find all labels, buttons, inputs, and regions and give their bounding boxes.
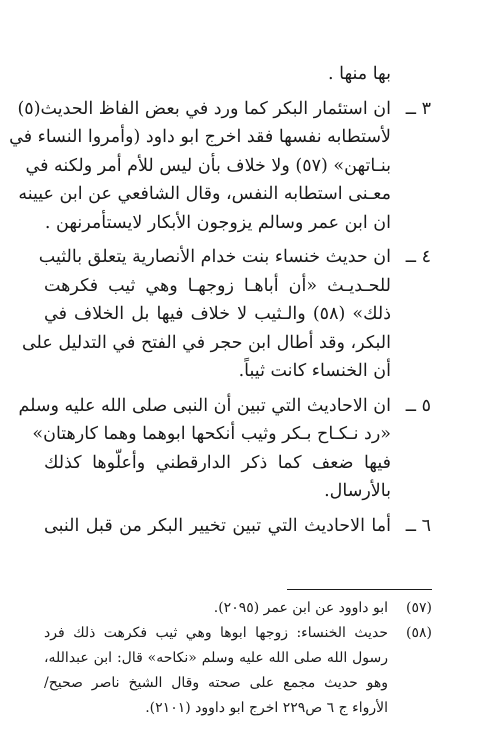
list-item-5 (18, 392, 431, 506)
item-line: لأستطابه نفسها فقد اخرج ابو داود (وأمروا النساء في (9, 127, 391, 147)
item-line: بنـاتهن» (٥٧) ولا خلاف بأن ليس للأم أمر ولكنه في (25, 155, 391, 176)
item-body (9, 95, 391, 238)
footnote-58 (44, 621, 432, 721)
item-line: بالأرسال. (324, 481, 391, 501)
footnote-line: حديث الخنساء: زوجها ابوها وهي ثيب فكرهت ذلك فرد (44, 625, 388, 641)
item-number: ٦ ــ (405, 515, 431, 536)
item-line: ان الاحاديث التي تبين أن النبى صلى الله عليه وسلم (18, 395, 391, 416)
list-item-4 (21, 243, 431, 386)
footnote-line: رسول الله صلى الله عليه وسلم «نكاحه» قال: ابن عبدالله، (44, 650, 388, 666)
item-body (21, 243, 391, 386)
footnote-line: الأرواء ج ٦ ص٢٢٩ اخرج ابو داوود (٢١٠١). (145, 700, 388, 716)
item-number: ٥ ــ (405, 395, 431, 416)
item-line: ان ابن عمر وسالم يزوجون الأبكار لايستأمرنهن . (44, 212, 391, 233)
item-line: ان استئمار البكر كما ورد في بعض الفاظ الحديث(٥) (17, 98, 391, 119)
item-line: ذلك» (٥٨) والـثيب لا خلاف فيها بل الخلاف في (44, 304, 391, 324)
item-number: ٤ ــ (405, 247, 431, 267)
footnote-divider (287, 589, 432, 590)
item-line: «رد نـكـاح بـكر وثيب أنكحها ابوهما وهما كارهتان» (32, 424, 391, 444)
footnote-number: (٥٧) (406, 600, 432, 616)
item-body (44, 512, 391, 541)
item-line: أما الاحاديث التي تبين تخيير البكر من قبل النبى (44, 515, 391, 536)
item-number: ٣ ــ (405, 98, 431, 119)
item-line: البكر، وقد أطال ابن حجر في الفتح في التدليل على (21, 332, 391, 353)
item-line: فيها ضعف كما ذكر الدارقطني وأعلّوها كذلك (44, 452, 391, 473)
footnote-body (44, 596, 388, 621)
item-body (18, 392, 391, 506)
footnote-line: ابو داوود عن ابن عمر (٢٠٩٥). (213, 600, 388, 616)
item-line: للحـديـث «أن أباهـا زوجهـا وهي ثيب فكرهت (44, 275, 391, 296)
item-line: أن الخنساء كانت ثيباً. (238, 361, 391, 381)
footnote-57 (44, 596, 432, 621)
item-line: معـنى استطابه النفس، وقال الشافعي عن ابن عيينه (18, 184, 391, 204)
continuation-line: بها منها . (327, 64, 391, 84)
footnotes (44, 596, 432, 721)
footnote-line: وهو حديث مجمع على صحته وقال الشيخ ناصر صحيح/ (44, 675, 388, 691)
footnote-body (44, 621, 388, 721)
item-line: ان حديث خنساء بنت خدام الأنصارية يتعلق بالثيب (38, 247, 391, 267)
footnote-number: (٥٨) (406, 625, 432, 641)
list-item-3 (9, 95, 431, 238)
list-item-6 (44, 512, 431, 541)
